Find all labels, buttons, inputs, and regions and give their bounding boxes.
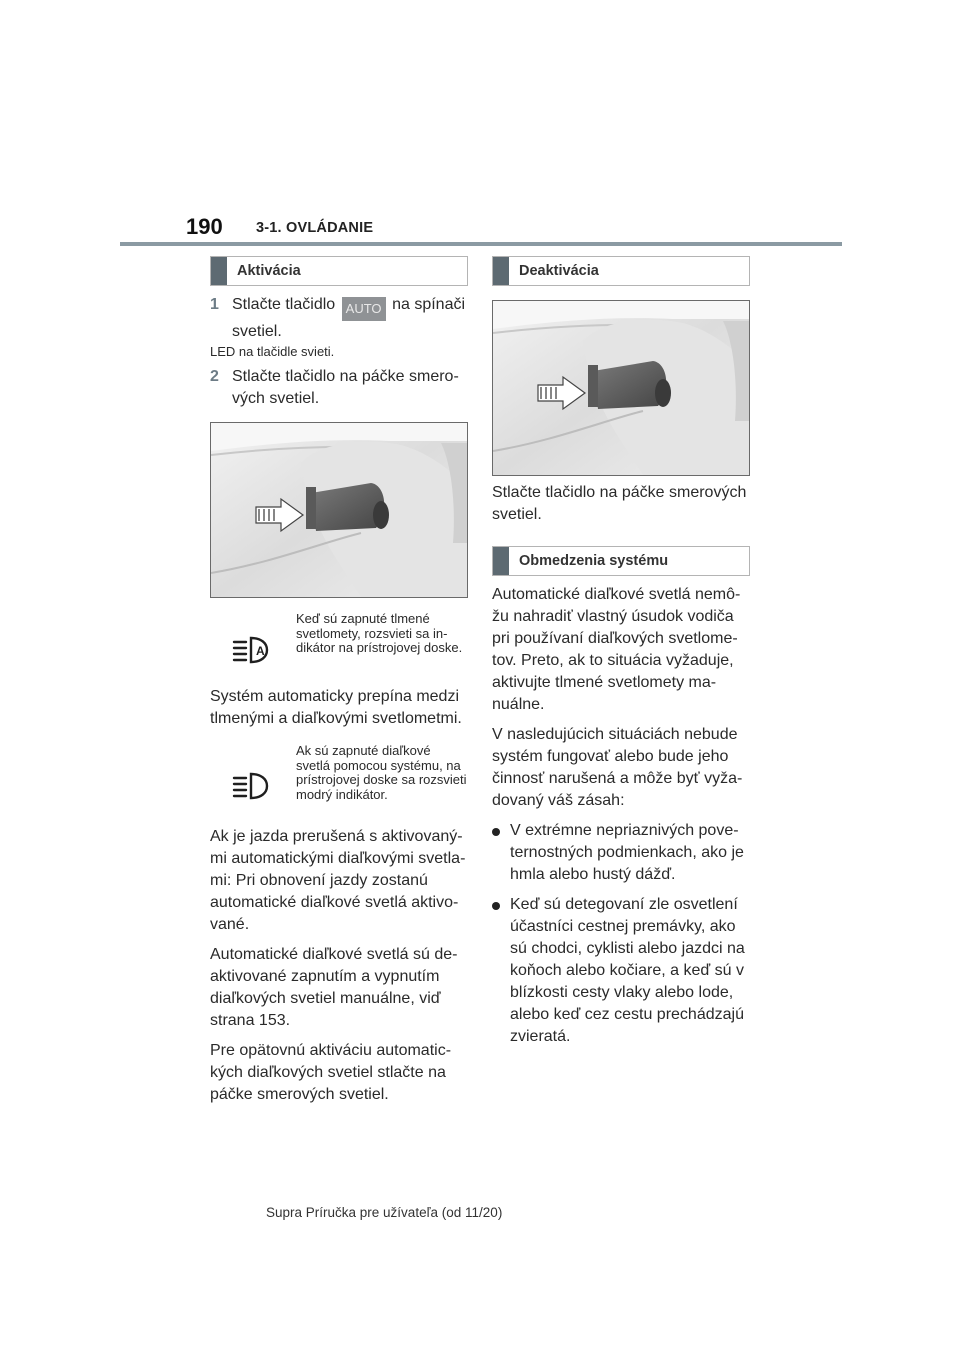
right-paragraphs [492, 584, 754, 1056]
high-beam-indicator-text: Ak sú zapnuté diaľkové svetlá pomocou systému, na prístrojovej doske sa rozsvieti modrý indikátor. [296, 743, 467, 802]
activation-heading-label: Aktivácia [237, 263, 301, 279]
switch-paragraph: Systém automaticky prepína medzi tlmenými a diaľkovými svetlometmi. [210, 688, 462, 727]
step-2 [210, 366, 468, 410]
low-beam-indicator-text: Keď sú zapnuté tlmené svetlomety, rozsvieti sa in-dikátor na prístrojovej doske. [296, 611, 463, 655]
left-paragraphs [210, 826, 472, 1114]
limits-heading [492, 546, 750, 576]
heading-marker [493, 547, 509, 575]
deactivation-text: Stlačte tlačidlo na páčke smerových svetiel. [492, 484, 747, 523]
section-title: 3-1. OVLÁDANIE [256, 220, 374, 236]
step-2-number: 2 [210, 368, 219, 385]
bullet-icon [492, 894, 510, 1048]
paragraph: Ak je jazda prerušená s aktivovaný-mi automatickými diaľkovými svetla-mi: Pri obnovení jazdy zostanú automatické diaľkové svetlá aktivo-vané. [210, 828, 466, 933]
paragraph: Automatické diaľkové svetlá sú de-aktivované zapnutím a vypnutím diaľkových svetiel manuálne, viď strana 153. [210, 946, 458, 1029]
paragraph: Pre opätovnú aktiváciu automatic-kých diaľkových svetiel stlačte na páčke smerových svetiel. [210, 1042, 452, 1103]
heading-marker [211, 257, 227, 285]
stalk-illustration [211, 423, 467, 597]
header-divider [120, 242, 842, 246]
list-item [492, 894, 754, 1048]
heading-marker [493, 257, 509, 285]
led-note: LED na tlačidle svieti. [210, 344, 335, 359]
list-item-text: V extrémne nepriaznivých pove-ternostných podmienkach, ako je hmla alebo hustý dážď. [510, 822, 744, 883]
stalk-figure-deactivation [492, 300, 750, 476]
step-1-text-after: na spínači svetiel. [232, 296, 466, 340]
auto-button-icon: AUTO [342, 297, 386, 321]
bullet-icon [492, 820, 510, 886]
svg-text:A: A [256, 644, 265, 658]
paragraph: V nasledujúcich situáciách nebude systém fungovať alebo bude jeho činnosť narušená a môže byť vyža-dovaný váš zásah: [492, 726, 743, 809]
stalk-figure-activation [210, 422, 468, 598]
list-item-text: Keď sú detegovaní zle osvetlení účastníci cestnej premávky, ako sú chodci, cyklisti alebo jazdci na koňoch alebo kočiare, a keď sú v blízkosti cesty vlaky alebo lode, alebo keď cez cestu prechádzajú zvieratá. [510, 896, 745, 1045]
step-2-text: Stlačte tlačidlo na páčke smero-vých svetiel. [232, 368, 459, 407]
stalk-illustration [493, 301, 749, 475]
deactivation-heading-label: Deaktivácia [519, 263, 599, 279]
paragraph: Automatické diaľkové svetlá nemô-žu nahradiť vlastný úsudok vodiča pri používaní diaľkových svetlome-tov. Preto, ak to situácia vyžaduje, aktivujte tlmené svetlomety ma-nuálne. [492, 586, 741, 713]
footer-text: Supra Príručka pre užívateľa (od 11/20) [266, 1205, 503, 1220]
step-1-text-before: Stlačte tlačidlo [232, 296, 336, 313]
low-beam-auto-indicator-icon [228, 628, 272, 672]
list-item [492, 820, 754, 886]
high-beam-indicator-icon [228, 768, 272, 808]
step-1-number: 1 [210, 296, 219, 313]
activation-heading [210, 256, 468, 286]
deactivation-heading [492, 256, 750, 286]
step-1 [210, 294, 468, 343]
page-number: 190 [186, 214, 223, 239]
limits-heading-label: Obmedzenia systému [519, 553, 669, 569]
